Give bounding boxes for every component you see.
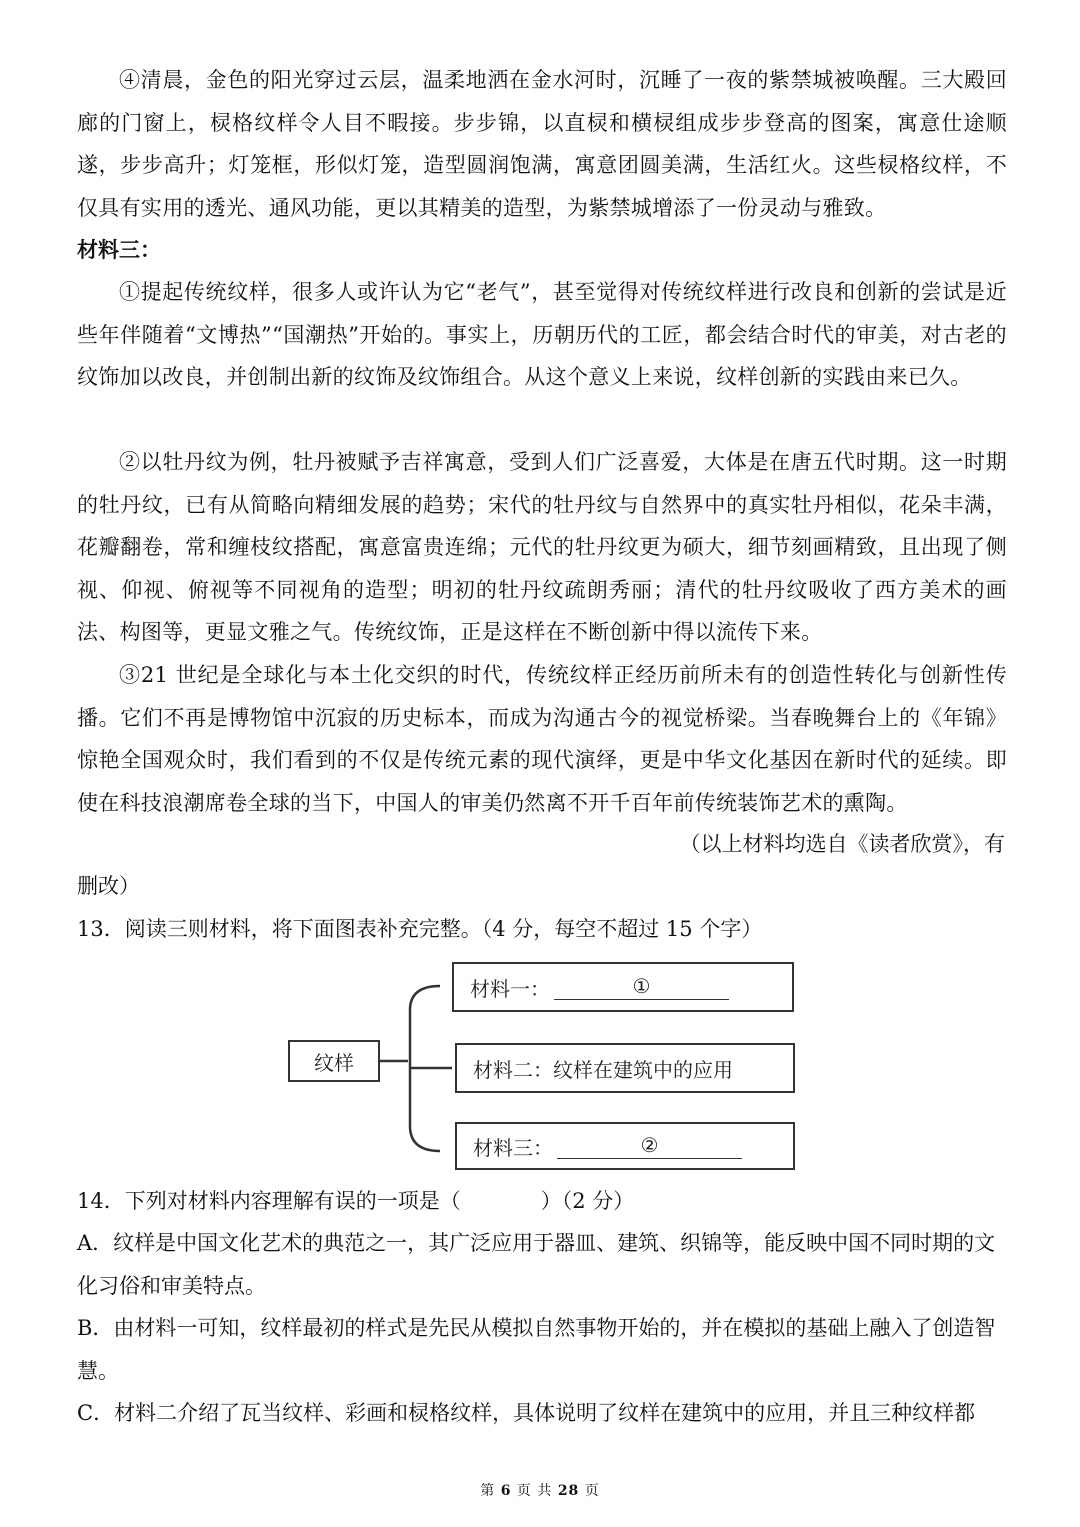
blank-2-marker: ②: [640, 1132, 659, 1157]
material2-box: [455, 1043, 795, 1093]
root-box: [288, 1040, 380, 1082]
material3-box: [455, 1122, 795, 1170]
question-13: 13．阅读三则材料，将下面图表补充完整。（4 分，每空不超过 15 个字）: [77, 917, 763, 941]
source-note: （以上材料均选自《读者欣赏》，有: [679, 832, 1005, 856]
material3-heading: 材料三：: [77, 237, 161, 262]
footer-middle: 页 共: [516, 1483, 553, 1499]
material3-label: 材料三：: [473, 1135, 553, 1160]
answer-blank-2[interactable]: [557, 1134, 742, 1159]
answer-blank-1[interactable]: [554, 975, 729, 1000]
question-14-stem: 14．下列对材料内容理解有误的一项是（: [77, 1189, 461, 1213]
root-label: 纹样: [314, 1050, 354, 1075]
page-footer: [0, 1480, 1080, 1500]
footer-prefix: 第: [480, 1483, 496, 1499]
material2-label: 材料二：纹样在建筑中的应用: [473, 1057, 733, 1082]
outline-diagram: [280, 955, 810, 1180]
option-a: A．纹样是中国文化艺术的典范之一，其广泛应用于器皿、建筑、织锦等，能反映中国不同时期的文化习俗和审美特点。: [77, 1231, 996, 1298]
option-c: C．材料二介绍了瓦当纹样、彩画和棂格纹样，具体说明了纹样在建筑中的应用，并且三种纹样都: [77, 1401, 976, 1425]
option-b: B．由材料一可知，纹样最初的样式是先民从模拟自然事物开始的，并在模拟的基础上融入了创造智慧。: [77, 1316, 996, 1383]
material3-paragraph-3: ③21 世纪是全球化与本土化交织的时代，传统纹样正经历前所未有的创造性转化与创新性传播。它们不再是博物馆中沉寂的历史标本，而成为沟通古今的视觉桥梁。当春晚舞台上的《年锦》惊艳全国观众时，我们看到的不仅是传统元素的现代演绎，更是中华文化基因在新时代的延续。即使在科技浪潮席卷全球的当下，中国人的审美仍然离不开千百年前传统装饰艺术的熏陶。: [77, 663, 1007, 815]
material1-label: 材料一：: [470, 976, 550, 1001]
material3-paragraph-2: ②以牡丹纹为例，牡丹被赋予吉祥寓意，受到人们广泛喜爱，大体是在唐五代时期。这一时期的牡丹纹，已有从简略向精细发展的趋势；宋代的牡丹纹与自然界中的真实牡丹相似，花朵丰满，花瓣翻卷，常和缠枝纹搭配，寓意富贵连绵；元代的牡丹纹更为硕大，细节刻画精致，且出现了侧视、仰视、俯视等不同视角的造型；明初的牡丹纹疏朗秀丽；清代的牡丹纹吸收了西方美术的画法、构图等，更显文雅之气。传统纹饰，正是这样在不断创新中得以流传下来。: [77, 450, 1007, 644]
page-number: 6: [500, 1483, 512, 1499]
footer-suffix: 页: [584, 1483, 600, 1499]
material2-paragraph-4: ④清晨，金色的阳光穿过云层，温柔地洒在金水河时，沉睡了一夜的紫禁城被唤醒。三大殿回廊的门窗上，棂格纹样令人目不暇接。步步锦，以直棂和横棂组成步步登高的图案，寓意仕途顺遂，步步高升；灯笼框，形似灯笼，造型圆润饱满，寓意团圆美满，生活红火。这些棂格纹样，不仅具有实用的透光、通风功能，更以其精美的造型，为紫禁城增添了一份灵动与雅致。: [77, 68, 1007, 220]
blank-1-marker: ①: [632, 973, 651, 998]
question-14: [77, 1180, 1012, 1223]
total-pages: 28: [557, 1483, 580, 1499]
source-note-tail: 删改）: [77, 874, 140, 898]
material1-box: [452, 962, 794, 1012]
material3-paragraph-1: ①提起传统纹样，很多人或许认为它“老气”，甚至觉得对传统纹样进行改良和创新的尝试是近些年伴随着“文博热”“国潮热”开始的。事实上，历朝历代的工匠，都会结合时代的审美，对古老的纹饰加以改良，并创制出新的纹饰及纹饰组合。从这个意义上来说，纹样创新的实践由来已久。: [77, 280, 1007, 389]
question-14-points: ）（2 分）: [540, 1189, 635, 1213]
